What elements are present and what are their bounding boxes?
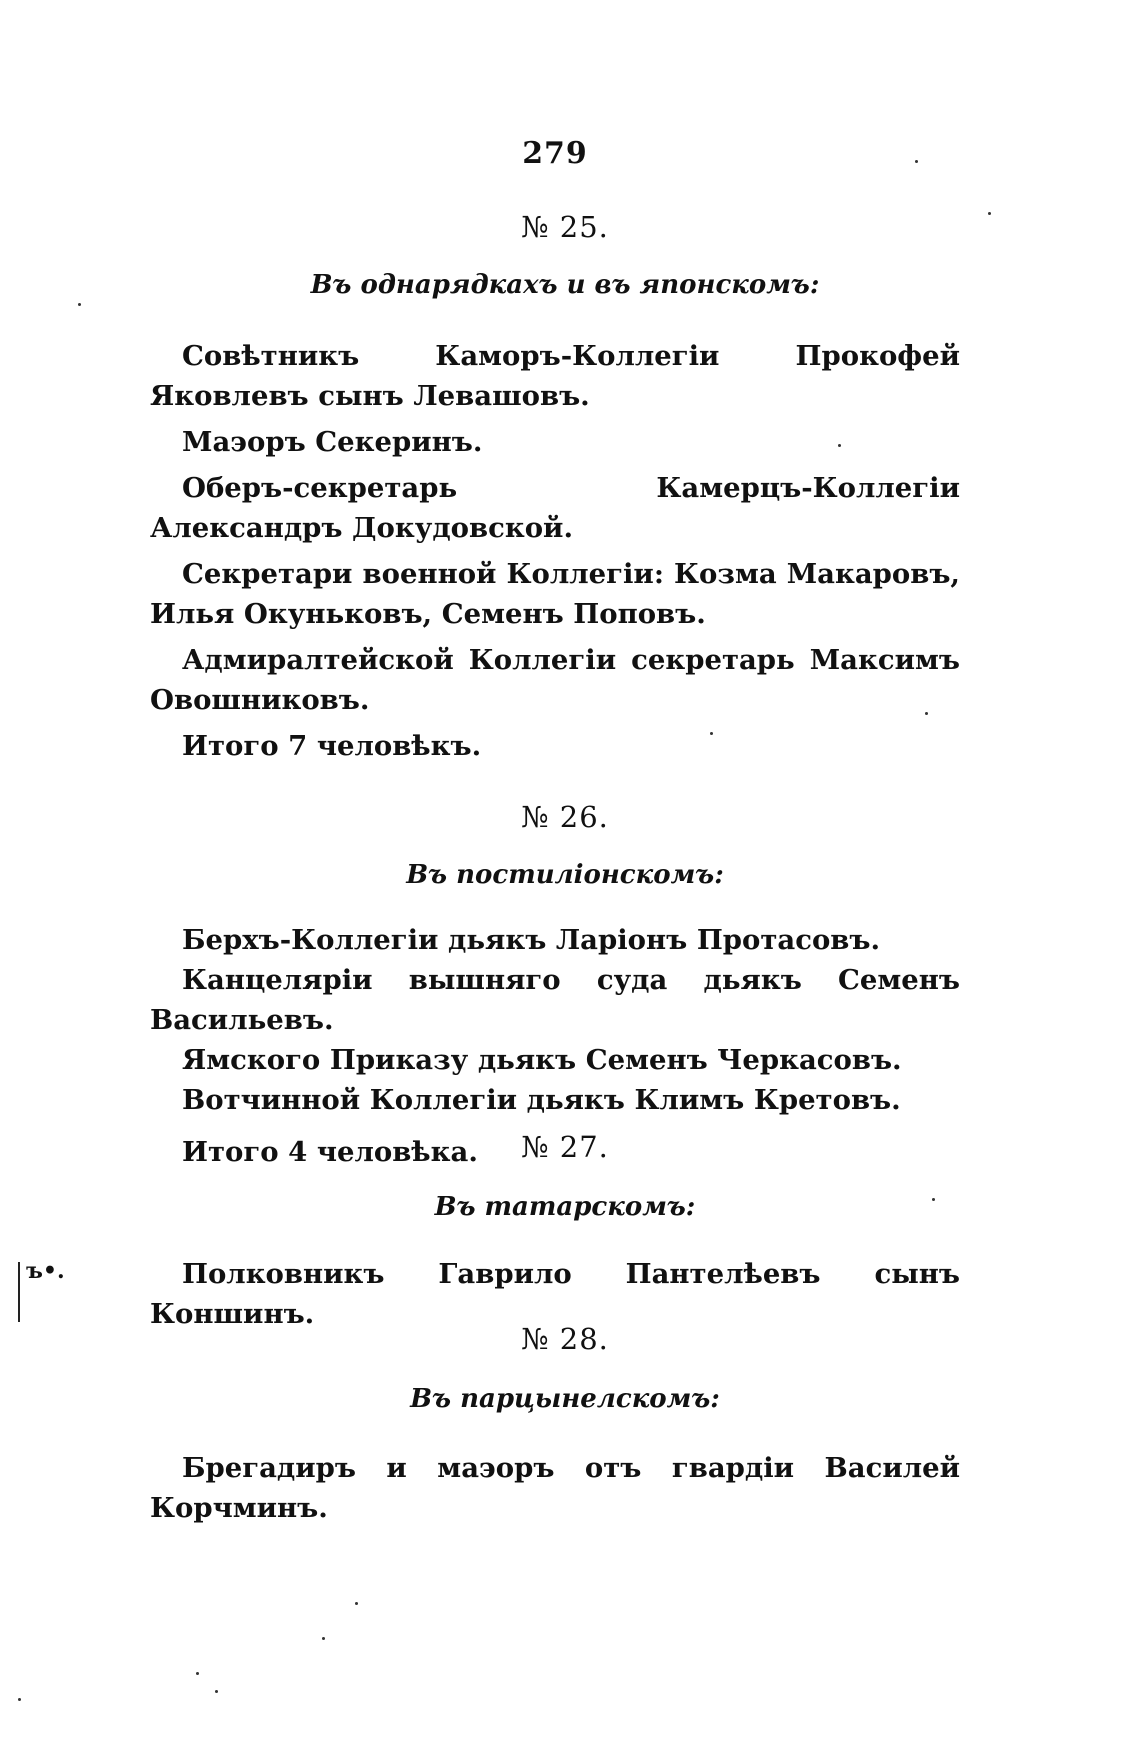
scan-speck [710,732,713,735]
entry: Канцеляріи вышняго суда дьякъ Семенъ Васильевъ. [150,964,960,1036]
scan-speck [196,1672,199,1675]
scan-speck [18,1698,21,1701]
section-heading: Въ татарскомъ: [434,1192,696,1222]
scan-speck [78,303,81,306]
section-heading: Въ постиліонскомъ: [406,860,724,890]
entry: Адмиралтейской Коллегіи секретарь Максимъ Овошниковъ. [150,644,960,716]
margin-note: ъ•. [26,1258,65,1284]
entry: Оберъ-секретарь Камерцъ-Коллегіи Александръ Докудовской. [150,472,960,544]
page-number: 279 [522,136,588,171]
section-heading: Въ однарядкахъ и въ японскомъ: [310,270,820,300]
entry: Брегадиръ и маэоръ отъ гвардіи Василей Корчминъ. [150,1452,960,1524]
entry: Вотчинной Коллегіи дьякъ Климъ Кретовъ. [182,1084,901,1116]
section-heading: Въ парцынелскомъ: [410,1384,720,1414]
section-26 [150,800,960,1172]
entry: Совѣтникъ Каморъ-Коллегіи Прокофей Яковлевъ сынъ Левашовъ. [150,340,960,412]
section-25 [150,210,960,766]
entry: Полковникъ Гаврило Пантелѣевъ сынъ Коншинъ. [150,1258,960,1330]
scan-speck [925,712,928,715]
scan-speck [215,1690,218,1693]
scan-speck [355,1602,358,1605]
section-number: № 27. [521,1130,609,1164]
entry: Ямского Приказу дьякъ Семенъ Черкасовъ. [182,1044,902,1076]
scan-speck [932,1198,935,1201]
section-28 [150,1322,960,1534]
section-total: Итого 4 человѣка. [182,1136,478,1168]
scan-speck [988,212,991,215]
margin-rule [18,1262,20,1322]
section-total: Итого 7 человѣкъ. [182,730,482,762]
section-27 [150,1130,960,1340]
entry: Маэоръ Секеринъ. [182,426,483,458]
section-number: № 26. [521,800,609,834]
scan-speck [838,444,841,447]
entry: Секретари военной Коллегіи: Козма Макаровъ, Илья Окуньковъ, Семенъ Поповъ. [150,558,960,630]
scan-speck [322,1637,325,1640]
entry: Берхъ-Коллегіи дьякъ Ларіонъ Протасовъ. [182,924,881,956]
scan-speck [915,160,918,163]
section-number: № 28. [521,1322,609,1356]
section-number: № 25. [521,210,609,244]
